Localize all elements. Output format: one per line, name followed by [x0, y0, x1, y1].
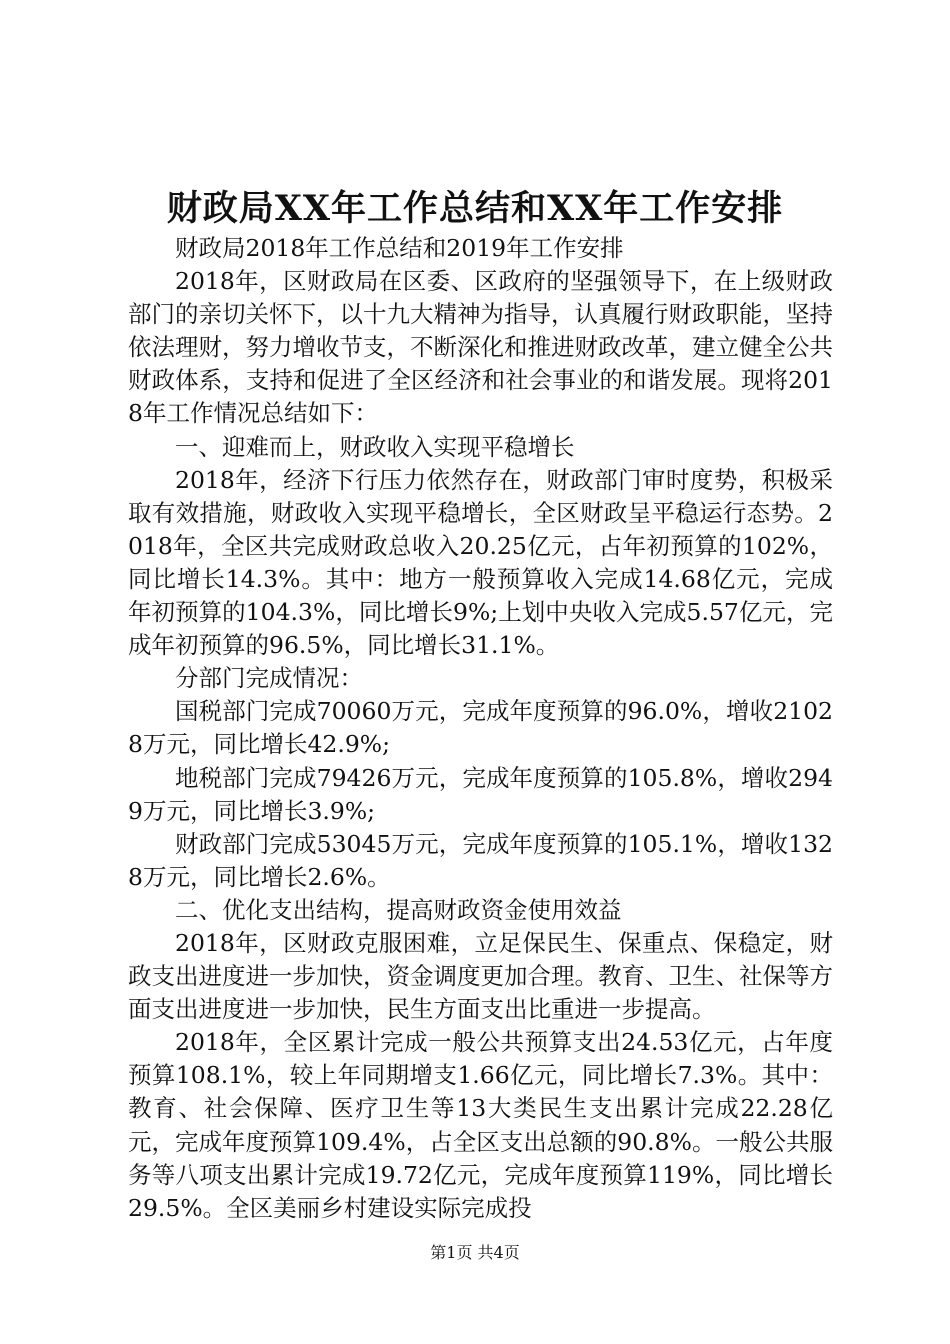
paragraph-subtitle: 财政局2018年工作总结和2019年工作安排 — [175, 234, 624, 262]
paragraph-revenue: 2018年，经济下行压力依然存在，财政部门审时度势，积极采取有效措施，财政收入实现平稳增长，全区财政呈平稳运行态势。2018年，全区共完成财政总收入20.25亿元，占年初预算的102%，同比增长14.3%。其中：地方一般预算收入完成14.68亿元，完成年初预算的104.3%，同比增长9%;上划中央收入完成5.57亿元，完成年初预算的96.5%，同比增长31.1%。 — [128, 465, 833, 660]
section-heading-revenue: 一、迎难而上，财政收入实现平稳增长 — [175, 432, 575, 461]
paragraph-departments-label: 分部门完成情况： — [175, 664, 363, 693]
section-heading-expenditure: 二、优化支出结构，提高财政资金使用效益 — [175, 895, 622, 924]
paragraph-national-tax: 国税部门完成70060万元，完成年度预算的96.0%，增收21028万元，同比增长42.9%; — [128, 697, 833, 759]
paragraph-local-tax: 地税部门完成79426万元，完成年度预算的105.8%，增收2949万元，同比增长3.9%; — [128, 763, 833, 825]
paragraph-expenditure-overview: 2018年，区财政克服困难，立足保民生、保重点、保稳定，财政支出进度进一步加快，资金调度更加合理。教育、卫生、社保等方面支出进度进一步加快，民生方面支出比重进一步提高。 — [128, 928, 833, 1024]
document-body — [128, 232, 833, 1225]
paragraph-finance-dept: 财政部门完成53045万元，完成年度预算的105.1%，增收1328万元，同比增长2.6%。 — [128, 829, 833, 891]
page-footer: 第1页 共4页 — [430, 1243, 520, 1262]
document-title: 财政局XX年工作总结和XX年工作安排 — [166, 188, 784, 229]
paragraph-expenditure-details: 2018年，全区累计完成一般公共预算支出24.53亿元，占年度预算108.1%，较上年同期增支1.66亿元，同比增长7.3%。其中：教育、社会保障、医疗卫生等13大类民生支出累计完成22.28亿元，完成年度预算109.4%，占全区支出总额的90.8%。一般公共服务等八项支出累计完成19.72亿元，完成年度预算119%，同比增长29.5%。全区美丽乡村建设实际完成投 — [128, 1028, 833, 1222]
paragraph-intro: 2018年，区财政局在区委、区政府的坚强领导下，在上级财政部门的亲切关怀下，以十九大精神为指导，认真履行财政职能，坚持依法理财，努力增收节支，不断深化和推进财政改革，建立健全公共财政体系，支持和促进了全区经济和社会事业的和谐发展。现将2018年工作情况总结如下： — [128, 267, 833, 428]
